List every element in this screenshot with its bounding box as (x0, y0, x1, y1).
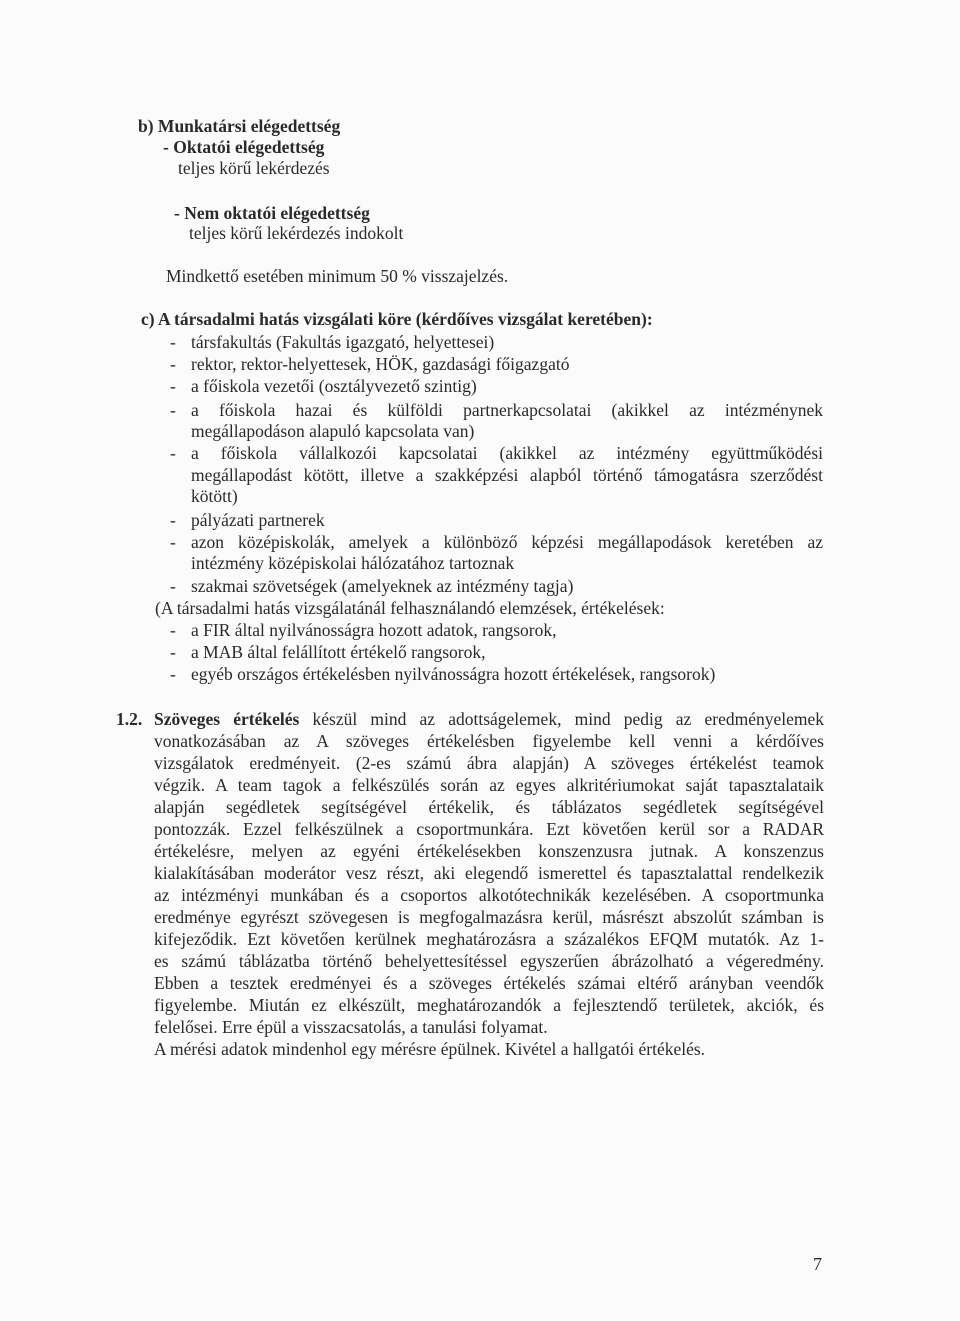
list-item-text: azon középiskolák, amelyek a különböző képzési megállapodások keretében az (191, 532, 823, 552)
document-page: b) Munkatársi elégedettség - Oktatói elégedettség teljes körű lekérdezés - Nem oktatói elégedettség teljes körű lekérdezés indokolt Mindkettő esetében minimum 50 % visszajelzés. c) A társadalmi hatás vizsgálati köre (kérdőíves vizsgálat keretében): - társfakultás (Fakultás igazgató, helyettesei) - rektor, rektor-helyettesek, HÖK, gazdasági főigazgató - a főiskola vezetői (osztályvezető szintig) - a főiskola hazai és külföldi partnerkapcsolatai (akikkel az intézménynek megállapodáson alapuló kapcsolata van) - a főiskola vállalkozói kapcsolatai (akikkel az intézmény együttműködési megállapodást kötött, illetve a szakképzési alapból történő támogatásra szerződést kötött) - pályázati partnerek - azon középiskolák, amelyek a különböző képzési megállapodások keretében az intézmény középiskolai hálózatához tartoznak - szakmai szövetségek (amelyeknek az intézmény tagja) (A társadalmi hatás vizsgálatánál felhasználandó elemzések, értékelések: - a FIR által nyilvánosságra hozott adatok, rangsorok, - a MAB által felállított értékelő rangsorok, - egyéb országos értékelésben nyilvánosságra hozott értékelések, rangsorok) 1.2. Szöveges értékelés készül mind az adottságelemek, mind pedig az eredményelemek vonatkozásában az A szöveges értékelésben figyelembe kell venni a kérdőíves vizsgálatok eredményeit. (2-es számú ábra alapján) A szöveges értékelést teamok végzik. A team tagok a felkészülés során az egyes alkritériumokat saját tapasztalataik alapján segédletek segítségével értékelik, és táblázatos segédletek segítségével pontozzák. Ezzel felkészülnek a csoportmunkára. Ezt követően kerül sor a RADAR értékelésre, melyen az egyéni értékelésekben konszenzusra jutnak. A konszenzus kialakításában moderátor vesz részt, aki elegendő ismerettel és tapasztalattal rendelkezik az intézményi munkában és a csoportos alkotótechnikák kezelésében. A csoportmunka eredménye egyrészt szövegesen is megfogalmazásra kerül, másrészt abszolút számban is kifejeződik. Ezt követően kerülnek meghatározásra a százalékos EFQM mutatók. Az 1- es számú táblázatba történő behelyettesítéssel egyszerűen ábrázolható a végeredmény. Ebben a tesztek eredményei és a szöveges értékelés számai eltérő arányban veendők figyelembe. Miután ez elkészült, meghatározandók a fejlesztendő területek, akciók, és felelősei. Erre épül a visszacsatolás, a tanulási folyamat. A mérési adatok mindenhol egy mérésre épülnek. Kivétel a hallgatói értékelés. 7 (116, 116, 825, 1274)
paragraph-line: alapján segédletek segítségével értékelik, és táblázatos segédletek segítségével (154, 797, 824, 817)
paragraph-line: figyelembe. Miután ez elkészült, meghatározandók a fejlesztendő területek, akciók, és (154, 995, 824, 1015)
list-item-text: a főiskola hazai és külföldi partnerkapcsolatai (akikkel az intézménynek (191, 400, 823, 420)
section-lead: Szöveges értékelés (154, 709, 300, 729)
list-item-text: pályázati partnerek (191, 510, 325, 530)
list-item-text: egyéb országos értékelésben nyilvánosságra hozott értékelések, rangsorok) (191, 664, 716, 684)
list-item-text: szakmai szövetségek (amelyeknek az intézmény tagja) (191, 576, 574, 596)
paragraph-line: az intézményi munkában és a csoportos alkotótechnikák kezelésében. A csoportmunka (154, 885, 824, 905)
paragraph-line: eredménye egyrészt szövegesen is megfogalmazásra kerül, másrészt abszolút számban is (154, 907, 824, 927)
paragraph-line: es számú táblázatba történő behelyettesítéssel egyszerűen ábrázolható a végeredmény. (154, 951, 824, 971)
section-b-sub2-title: - Nem oktatói elégedettség (174, 203, 370, 223)
page-number: 7 (813, 1254, 822, 1274)
paragraph-line: vonatkozásában az A szöveges értékelésben figyelembe kell venni a kérdőíves (154, 731, 824, 751)
section-c-heading: c) A társadalmi hatás vizsgálati köre (kérdőíves vizsgálat keretében): (141, 309, 653, 329)
section-b-sub1-title: - Oktatói elégedettség (163, 137, 325, 157)
section-number: 1.2. (116, 709, 143, 729)
list-item-text: rektor, rektor-helyettesek, HÖK, gazdasági főigazgató (191, 354, 570, 374)
list-item-text: a FIR által nyilvánosságra hozott adatok, rangsorok, (191, 620, 557, 640)
paragraph-line: kifejeződik. Ezt követően kerülnek meghatározásra a százalékos EFQM mutatók. Az 1- (154, 929, 824, 949)
paragraph-line: Szöveges értékelés készül mind az adottságelemek, mind pedig az eredményelemek (154, 709, 825, 729)
list-item-text: kötött) (191, 486, 238, 506)
section-b-note: Mindkettő esetében minimum 50 % visszajelzés. (166, 266, 509, 286)
list-item-text: megállapodást kötött, illetve a szakképzési alapból történő támogatásra szerződést (191, 465, 823, 485)
section-b-sub1-text: teljes körű lekérdezés (178, 158, 330, 178)
list-item-text: a MAB által felállított értékelő rangsorok, (191, 642, 486, 662)
evaluation-note-intro: (A társadalmi hatás vizsgálatánál felhasználandó elemzések, értékelések: (155, 598, 665, 618)
paragraph-line: pontozzák. Ezzel felkészülnek a csoportmunkára. Ezt követően kerül sor a RADAR (154, 819, 824, 839)
section-b-heading: b) Munkatársi elégedettség (138, 116, 341, 136)
paragraph-line: végzik. A team tagok a felkészülés során az egyes alkritériumokat saját tapasztalataik (154, 775, 824, 795)
list-item-text: társfakultás (Fakultás igazgató, helyettesei) (191, 332, 495, 352)
paragraph-line: értékelésre, melyen az egyéni értékelésekben konszenzusra jutnak. A konszenzus (154, 841, 824, 861)
section-b-sub2-text: teljes körű lekérdezés indokolt (189, 223, 404, 243)
list-item-text: intézmény középiskolai hálózatához tartoznak (191, 553, 515, 573)
paragraph-line: kialakításában moderátor vesz részt, aki elegendő ismerettel és tapasztalattal rendelkezik (154, 863, 824, 883)
paragraph-line: Ebben a tesztek eredményei és a szöveges értékelés számai eltérő arányban veendők (154, 973, 824, 993)
list-item-text: megállapodáson alapuló kapcsolata van) (191, 421, 475, 441)
paragraph-line: A mérési adatok mindenhol egy mérésre épülnek. Kivétel a hallgatói értékelés. (154, 1039, 706, 1059)
list-item-text: a főiskola vezetői (osztályvezető szintig) (191, 376, 477, 396)
paragraph-line: vizsgálatok eredményeit. (2-es számú ábra alapján) A szöveges értékelést teamok (154, 753, 824, 773)
list-item-text: a főiskola vállalkozói kapcsolatai (akikkel az intézmény együttműködési (191, 443, 823, 463)
paragraph-line: felelősei. Erre épül a visszacsatolás, a tanulási folyamat. (154, 1017, 548, 1037)
